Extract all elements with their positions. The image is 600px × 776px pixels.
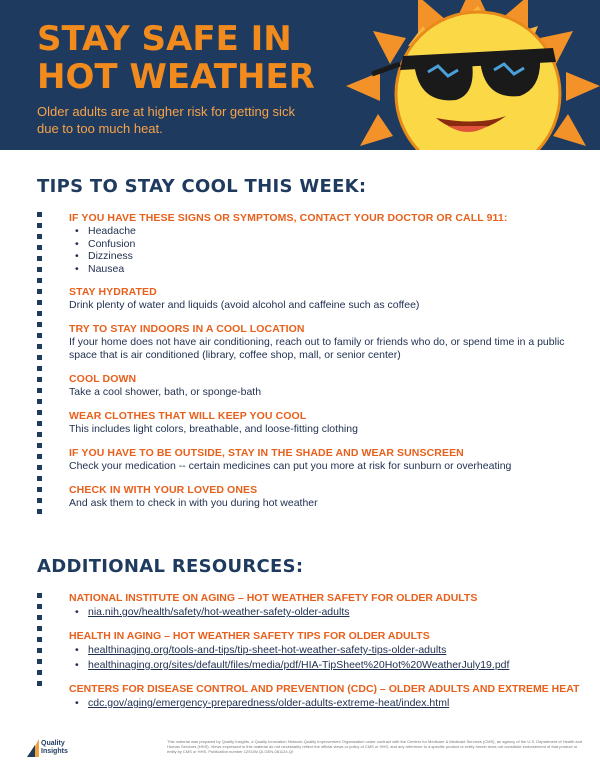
tip-heading: COOL DOWN (69, 373, 137, 385)
resource-links (75, 643, 589, 673)
tip-body: This includes light colors, breathable, and loose-fitting clothing (69, 423, 358, 435)
footer-disclaimer: This material was prepared by Quality Insights, a Quality Innovation Network-Quality Improvement Organization under contract with the Centers for Medicare & Medicaid Services (CMS), an agency of the U.S. Department of Health and Human Services (HHS). Views expressed in this material do not necessarily reflect the official views or policy of CMS or HHS, and any reference to a specific product or entity herein does not constitute endorsement of that product or entity by CMS or HHS. Publication number 12SOW-QI-GEN-081124-QI (167, 739, 583, 754)
sun-with-sunglasses-illustration (328, 0, 600, 150)
resource-link[interactable]: healthinaging.org/sites/default/files/media/pdf/HIA-TipSheet%20Hot%20WeatherJuly19.pdf (88, 659, 510, 671)
tip-body: Check your medication -- certain medicines can put you more at risk for sunburn or overheating (69, 460, 512, 472)
quality-insights-logo (27, 737, 79, 761)
tip-body: Drink plenty of water and liquids (avoid alcohol and caffeine such as coffee) (69, 299, 420, 311)
resource-heading: NATIONAL INSTITUTE ON AGING – HOT WEATHER SAFETY FOR OLDER ADULTS (69, 592, 478, 604)
footer (27, 737, 587, 765)
page-subtitle: Older adults are at higher risk for getting sick due to too much heat. (37, 104, 295, 136)
tip-body: Take a cool shower, bath, or sponge-bath (69, 386, 262, 398)
resource-heading: CENTERS FOR DISEASE CONTROL AND PREVENTION (CDC) – OLDER ADULTS AND EXTREME HEAT (69, 683, 580, 695)
tip-item (69, 285, 589, 312)
resource-links (75, 696, 589, 711)
tips-heading: TIPS TO STAY COOL THIS WEEK: (37, 176, 367, 197)
tip-item (69, 409, 589, 436)
tip-item (69, 372, 589, 399)
tip-heading: STAY HYDRATED (69, 286, 157, 298)
signs-heading: IF YOU HAVE THESE SIGNS OR SYMPTOMS, CONTACT YOUR DOCTOR OR CALL 911: (69, 212, 508, 224)
resources-heading: ADDITIONAL RESOURCES: (37, 556, 304, 577)
tip-item (69, 322, 589, 362)
tip-body: If your home does not have air conditioning, reach out to family or friends who do, or spend time in a public space that is air conditioned (library, coffee shop, mall, or senior center) (69, 336, 565, 361)
header-banner (0, 0, 600, 150)
tip-body: And ask them to check in with you during hot weather (69, 497, 318, 509)
title-line-2: HOT WEATHER (37, 57, 315, 97)
resource-links (75, 605, 589, 620)
resources-list (69, 591, 589, 720)
tip-item (69, 483, 589, 510)
resource-link-item[interactable] (75, 658, 589, 673)
list-item: • Nausea (75, 263, 589, 276)
list-item: • Confusion (75, 238, 589, 251)
tip-heading: IF YOU HAVE TO BE OUTSIDE, STAY IN THE SHADE AND WEAR SUNSCREEN (69, 447, 464, 459)
list-item: • Dizziness (75, 250, 589, 263)
resource-link[interactable]: healthinaging.org/tools-and-tips/tip-sheet-hot-weather-safety-tips-older-adults (88, 644, 447, 656)
tip-heading: TRY TO STAY INDOORS IN A COOL LOCATION (69, 323, 305, 335)
resource-block (69, 682, 589, 711)
tip-signs (69, 211, 589, 275)
resource-block (69, 591, 589, 620)
resource-block (69, 629, 589, 673)
tip-heading: WEAR CLOTHES THAT WILL KEEP YOU COOL (69, 410, 307, 422)
tips-divider (37, 212, 42, 520)
list-item: • Headache (75, 225, 589, 238)
resource-link[interactable]: cdc.gov/aging/emergency-preparedness/older-adults-extreme-heat/index.html (88, 697, 450, 709)
symptoms-list (75, 225, 589, 275)
page-title (37, 20, 337, 96)
title-line-1: STAY SAFE IN (37, 19, 292, 59)
resource-heading: HEALTH IN AGING – HOT WEATHER SAFETY TIPS FOR OLDER ADULTS (69, 630, 430, 642)
resource-link[interactable]: nia.nih.gov/health/safety/hot-weather-safety-older-adults (88, 606, 350, 618)
resource-link-item[interactable] (75, 605, 589, 620)
tip-item (69, 446, 589, 473)
logo-text: Quality Insights (41, 740, 68, 755)
resource-link-item[interactable] (75, 643, 589, 658)
resources-divider (37, 593, 42, 692)
tip-heading: CHECK IN WITH YOUR LOVED ONES (69, 484, 258, 496)
resource-link-item[interactable] (75, 696, 589, 711)
tips-list (69, 211, 589, 520)
logo-mark-icon (27, 737, 41, 759)
